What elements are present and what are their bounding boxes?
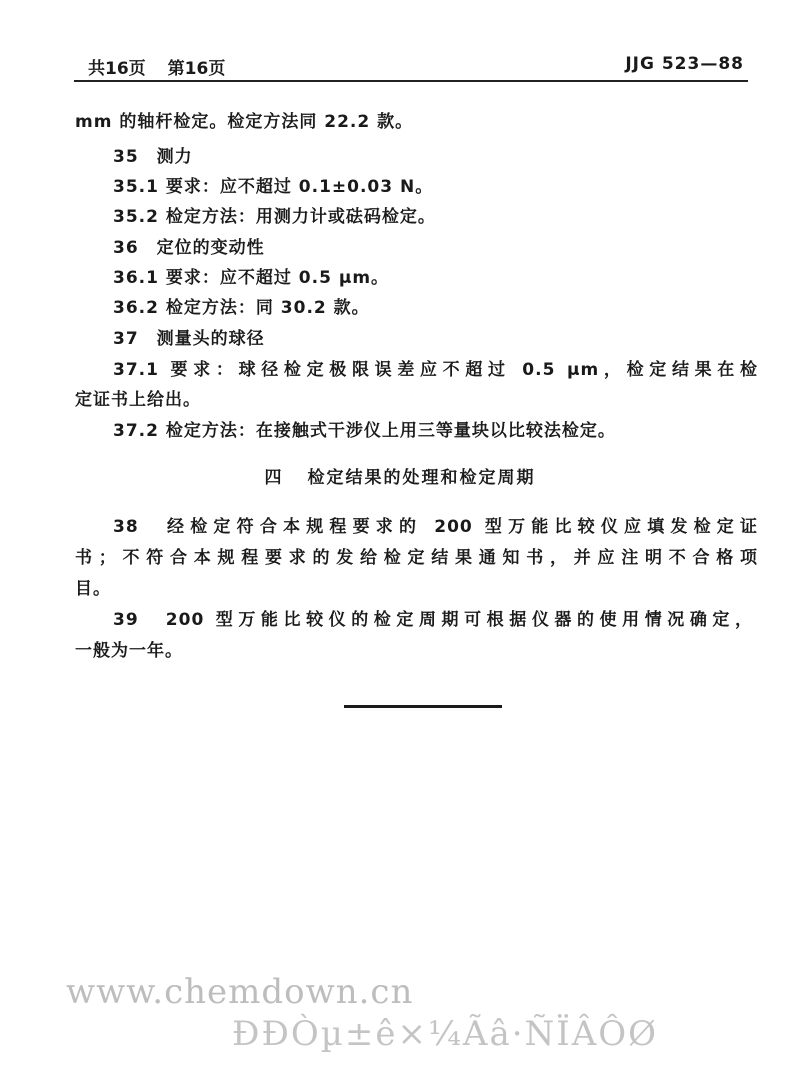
continuation-line: mm 的轴杆检定。检定方法同 22.2 款。 (75, 112, 414, 132)
clause-35-2: 35.2 检定方法：用测力计或砝码检定。 (113, 207, 436, 227)
clause-37-heading: 37 测量头的球径 (113, 329, 265, 349)
document-code: JJG 523—88 (625, 54, 744, 74)
watermark-url: www.chemdown.cn (66, 972, 414, 1012)
page-count (88, 54, 225, 79)
total-pages: 共16页 (88, 59, 146, 79)
clause-38-line2: 书；不符合本规程要求的发给检定结果通知书，并应注明不合格项 (75, 548, 758, 568)
clause-35-heading: 35 测力 (113, 147, 193, 167)
clause-35-1: 35.1 要求：应不超过 0.1±0.03 N。 (113, 177, 434, 197)
clause-39-line1: 39 200 型万能比较仪的检定周期可根据仪器的使用情况确定， (113, 610, 753, 630)
clause-36-2: 36.2 检定方法：同 30.2 款。 (113, 298, 370, 318)
header-divider (74, 80, 748, 82)
clause-36-1: 36.1 要求：应不超过 0.5 μm。 (113, 268, 390, 288)
clause-37-1-line1: 37.1 要求：球径检定极限误差应不超过 0.5 μm，检定结果在检 (113, 360, 758, 380)
section-heading: 检定结果的处理和检定周期 (307, 468, 536, 488)
section-4-title (0, 463, 800, 488)
clause-38-line3: 目。 (75, 579, 111, 599)
clause-37-1-line2: 定证书上给出。 (75, 390, 201, 410)
watermark-garbled-text: ÐÐÒµ±ê×¼Ãâ·ÑÏÂÔØ (232, 1014, 659, 1054)
clause-39-line2: 一般为一年。 (75, 641, 183, 661)
end-of-document-rule (344, 705, 502, 708)
clause-38-line1: 38 经检定符合本规程要求的 200 型万能比较仪应填发检定证 (113, 517, 758, 537)
page-number: 第16页 (167, 59, 226, 79)
clause-36-heading: 36 定位的变动性 (113, 238, 265, 258)
clause-37-2: 37.2 检定方法：在接触式干涉仪上用三等量块以比较法检定。 (113, 421, 616, 441)
page-header (88, 50, 744, 78)
section-number: 四 (264, 468, 284, 488)
